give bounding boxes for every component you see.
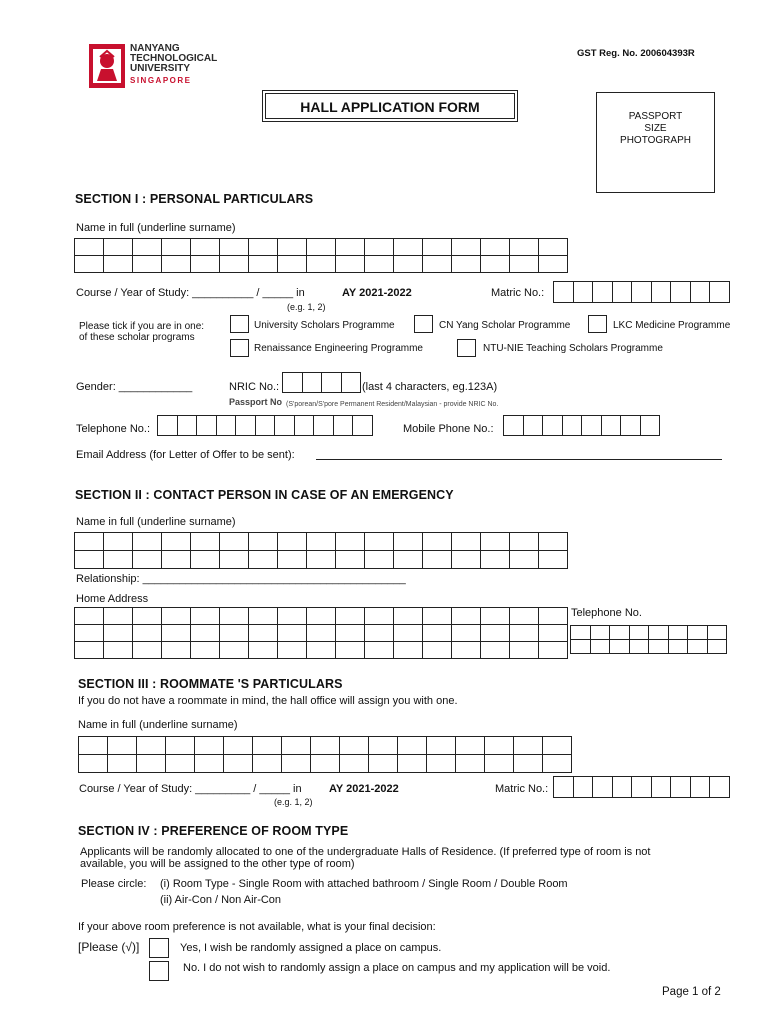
grid-cell[interactable]	[510, 256, 539, 273]
email-label: Email Address (for Letter of Offer to be sent):	[76, 449, 295, 461]
grid-cell[interactable]	[311, 755, 340, 773]
grid-cell[interactable]	[340, 737, 369, 755]
programme-cn-yang: CN Yang Scholar Programme	[439, 320, 571, 331]
section-1-name-label: Name in full (underline surname)	[76, 222, 236, 234]
grid-cell[interactable]	[275, 416, 295, 436]
grid-cell[interactable]	[423, 239, 452, 256]
grid-cell[interactable]	[353, 416, 373, 436]
grid-cell[interactable]	[398, 755, 427, 773]
grid-cell[interactable]	[510, 551, 539, 569]
grid-cell[interactable]	[710, 282, 730, 303]
section-3-name-grid[interactable]	[78, 736, 572, 773]
grid-cell[interactable]	[365, 551, 394, 569]
grid-cell[interactable]	[336, 642, 365, 659]
grid-cell[interactable]	[307, 625, 336, 642]
gst-reg-number: GST Reg. No. 200604393R	[577, 48, 695, 59]
grid-cell[interactable]	[612, 282, 632, 303]
passport-photo-box	[596, 92, 715, 193]
grid-cell[interactable]	[423, 642, 452, 659]
grid-cell[interactable]	[365, 239, 394, 256]
checkbox-renaissance[interactable]	[230, 339, 249, 357]
grid-cell[interactable]	[649, 626, 669, 640]
grid-cell[interactable]	[539, 239, 568, 256]
grid-cell[interactable]	[452, 256, 481, 273]
grid-cell[interactable]	[510, 239, 539, 256]
choice-no-label: No. I do not wish to randomly assign a place on campus and my application will be void.	[183, 962, 611, 974]
grid-cell[interactable]	[369, 755, 398, 773]
section-1-name-grid[interactable]	[74, 238, 568, 273]
grid-cell[interactable]	[640, 416, 660, 436]
grid-cell[interactable]	[336, 256, 365, 273]
grid-cell[interactable]	[108, 737, 137, 755]
grid-cell[interactable]	[133, 642, 162, 659]
grid-cell[interactable]	[481, 551, 510, 569]
grid-cell[interactable]	[481, 625, 510, 642]
grid-cell[interactable]	[307, 642, 336, 659]
checkbox-ntu-nie[interactable]	[457, 339, 476, 357]
grid-cell[interactable]	[539, 256, 568, 273]
grid-cell[interactable]	[456, 755, 485, 773]
nric-label: NRIC No.:	[229, 381, 280, 393]
grid-cell[interactable]	[651, 282, 671, 303]
grid-cell[interactable]	[75, 608, 104, 625]
grid-cell[interactable]	[485, 737, 514, 755]
grid-cell[interactable]	[282, 737, 311, 755]
grid-cell[interactable]	[668, 640, 688, 654]
grid-cell[interactable]	[593, 777, 613, 798]
grid-cell[interactable]	[249, 533, 278, 551]
grid-cell[interactable]	[104, 608, 133, 625]
grid-cell[interactable]	[336, 551, 365, 569]
grid-cell[interactable]	[481, 256, 510, 273]
grid-cell[interactable]	[582, 416, 602, 436]
section-2-telephone-grid[interactable]	[570, 625, 727, 654]
grid-cell[interactable]	[485, 755, 514, 773]
grid-cell[interactable]	[481, 533, 510, 551]
grid-cell[interactable]	[278, 625, 307, 642]
grid-cell[interactable]	[398, 737, 427, 755]
programme-renaissance: Renaissance Engineering Programme	[254, 343, 423, 354]
grid-cell[interactable]	[278, 551, 307, 569]
ntu-logo	[88, 43, 228, 89]
grid-cell[interactable]	[590, 626, 610, 640]
grid-cell[interactable]	[554, 282, 574, 303]
grid-cell[interactable]	[554, 777, 574, 798]
programme-lkc-medicine: LKC Medicine Programme	[613, 320, 731, 331]
grid-cell[interactable]	[510, 642, 539, 659]
grid-cell[interactable]	[278, 256, 307, 273]
section-1-matric-label: Matric No.:	[491, 287, 545, 299]
grid-cell[interactable]	[668, 626, 688, 640]
grid-cell[interactable]	[224, 755, 253, 773]
grid-cell[interactable]	[481, 642, 510, 659]
grid-cell[interactable]	[104, 239, 133, 256]
section-3-ay: AY 2021-2022	[329, 783, 399, 795]
grid-cell[interactable]	[307, 533, 336, 551]
grid-cell[interactable]	[333, 416, 353, 436]
grid-cell[interactable]	[571, 640, 591, 654]
grid-cell[interactable]	[255, 416, 275, 436]
grid-cell[interactable]	[294, 416, 314, 436]
grid-cell[interactable]	[191, 239, 220, 256]
grid-cell[interactable]	[394, 239, 423, 256]
please-circle-label: Please circle:	[81, 878, 147, 890]
grid-cell[interactable]	[191, 625, 220, 642]
grid-cell[interactable]	[191, 256, 220, 273]
grid-cell[interactable]	[283, 373, 303, 393]
grid-cell[interactable]	[104, 551, 133, 569]
grid-cell[interactable]	[341, 373, 361, 393]
grid-cell[interactable]	[423, 551, 452, 569]
passport-hint: (S'porean/S'pore Permanent Resident/Malaysian - provide NRIC No.	[286, 401, 499, 408]
grid-cell[interactable]	[162, 551, 191, 569]
please-tick-label: [Please (√)]	[78, 940, 140, 954]
mobile-grid[interactable]	[503, 415, 660, 436]
grid-cell[interactable]	[539, 551, 568, 569]
scholar-tick-label-1: Please tick if you are in one:	[79, 321, 205, 332]
grid-cell[interactable]	[539, 608, 568, 625]
grid-cell[interactable]	[336, 625, 365, 642]
telephone-grid[interactable]	[157, 415, 373, 436]
grid-cell[interactable]	[651, 777, 671, 798]
grid-cell[interactable]	[423, 256, 452, 273]
grid-cell[interactable]	[510, 625, 539, 642]
grid-cell[interactable]	[249, 239, 278, 256]
email-input-line[interactable]	[316, 459, 722, 460]
grid-cell[interactable]	[688, 640, 708, 654]
relationship-label: Relationship: ___________________________________________	[76, 573, 406, 585]
grid-cell[interactable]	[166, 737, 195, 755]
grid-cell[interactable]	[649, 640, 669, 654]
grid-cell[interactable]	[191, 551, 220, 569]
grid-cell[interactable]	[365, 256, 394, 273]
checkbox-university-scholars[interactable]	[230, 315, 249, 333]
grid-cell[interactable]	[191, 642, 220, 659]
grid-cell[interactable]	[162, 642, 191, 659]
grid-cell[interactable]	[133, 256, 162, 273]
grid-cell[interactable]	[452, 625, 481, 642]
grid-cell[interactable]	[75, 239, 104, 256]
grid-cell[interactable]	[562, 416, 582, 436]
grid-cell[interactable]	[133, 625, 162, 642]
grid-cell[interactable]	[216, 416, 236, 436]
grid-cell[interactable]	[137, 737, 166, 755]
grid-cell[interactable]	[278, 533, 307, 551]
grid-cell[interactable]	[282, 755, 311, 773]
section-4-desc-2: available, you will be assigned to the other type of room)	[80, 858, 355, 870]
grid-cell[interactable]	[307, 608, 336, 625]
form-title: HALL APPLICATION FORM	[300, 99, 480, 115]
grid-cell[interactable]	[137, 755, 166, 773]
grid-cell[interactable]	[75, 551, 104, 569]
grid-cell[interactable]	[629, 626, 649, 640]
grid-cell[interactable]	[253, 737, 282, 755]
section-3-name-label: Name in full (underline surname)	[78, 719, 238, 731]
grid-cell[interactable]	[452, 533, 481, 551]
grid-cell[interactable]	[690, 282, 710, 303]
grid-cell[interactable]	[195, 755, 224, 773]
grid-cell[interactable]	[707, 640, 727, 654]
logo-line-4: SINGAPORE	[130, 76, 192, 85]
grid-cell[interactable]	[610, 640, 630, 654]
section-3-matric-grid[interactable]	[553, 776, 730, 798]
grid-cell[interactable]	[278, 608, 307, 625]
grid-cell[interactable]	[177, 416, 197, 436]
grid-cell[interactable]	[456, 737, 485, 755]
grid-cell[interactable]	[166, 755, 195, 773]
grid-cell[interactable]	[423, 533, 452, 551]
home-address-grid[interactable]	[74, 607, 568, 659]
grid-cell[interactable]	[394, 608, 423, 625]
grid-cell[interactable]	[510, 608, 539, 625]
photo-line-3: PHOTOGRAPH	[620, 135, 691, 146]
room-option-1: (i) Room Type - Single Room with attached bathroom / Single Room / Double Room	[160, 878, 568, 890]
grid-cell[interactable]	[104, 256, 133, 273]
grid-cell[interactable]	[307, 239, 336, 256]
section-2-title: SECTION II : CONTACT PERSON IN CASE OF AN EMERGENCY	[75, 488, 454, 502]
section-1-eg: (e.g. 1, 2)	[287, 302, 326, 312]
programme-university-scholars: University Scholars Programme	[254, 320, 395, 331]
grid-cell[interactable]	[158, 416, 178, 436]
grid-cell[interactable]	[340, 755, 369, 773]
grid-cell[interactable]	[104, 625, 133, 642]
gender-label: Gender: ____________	[76, 381, 193, 393]
grid-cell[interactable]	[593, 282, 613, 303]
section-2-name-grid[interactable]	[74, 532, 568, 569]
grid-cell[interactable]	[394, 551, 423, 569]
grid-cell[interactable]	[79, 755, 108, 773]
section-1-matric-grid[interactable]	[553, 281, 730, 303]
grid-cell[interactable]	[195, 737, 224, 755]
grid-cell[interactable]	[621, 416, 641, 436]
grid-cell[interactable]	[573, 282, 593, 303]
grid-cell[interactable]	[590, 640, 610, 654]
grid-cell[interactable]	[133, 533, 162, 551]
grid-cell[interactable]	[133, 551, 162, 569]
grid-cell[interactable]	[191, 608, 220, 625]
telephone-label: Telephone No.:	[76, 423, 150, 435]
lion-crest-icon	[88, 43, 126, 89]
grid-cell[interactable]	[108, 755, 137, 773]
grid-cell[interactable]	[75, 256, 104, 273]
grid-cell[interactable]	[394, 533, 423, 551]
room-option-2: (ii) Air-Con / Non Air-Con	[160, 894, 282, 906]
grid-cell[interactable]	[104, 533, 133, 551]
grid-cell[interactable]	[75, 642, 104, 659]
grid-cell[interactable]	[302, 373, 322, 393]
section-3-note: If you do not have a roommate in mind, the hall office will assign you with one.	[78, 695, 458, 707]
photo-line-1: PASSPORT	[628, 111, 683, 122]
grid-cell[interactable]	[75, 533, 104, 551]
section-2-telephone-label: Telephone No.	[571, 607, 642, 619]
grid-cell[interactable]	[710, 777, 730, 798]
grid-cell[interactable]	[610, 626, 630, 640]
grid-cell[interactable]	[249, 608, 278, 625]
grid-cell[interactable]	[249, 551, 278, 569]
grid-cell[interactable]	[612, 777, 632, 798]
grid-cell[interactable]	[688, 626, 708, 640]
grid-cell[interactable]	[307, 256, 336, 273]
grid-cell[interactable]	[365, 608, 394, 625]
grid-cell[interactable]	[671, 777, 691, 798]
grid-cell[interactable]	[278, 642, 307, 659]
grid-cell[interactable]	[162, 625, 191, 642]
grid-cell[interactable]	[336, 608, 365, 625]
grid-cell[interactable]	[539, 533, 568, 551]
programme-ntu-nie: NTU-NIE Teaching Scholars Programme	[483, 343, 663, 354]
grid-cell[interactable]	[220, 533, 249, 551]
grid-cell[interactable]	[573, 777, 593, 798]
grid-cell[interactable]	[249, 625, 278, 642]
choice-yes-label: Yes, I wish be randomly assigned a place on campus.	[180, 942, 442, 954]
grid-cell[interactable]	[162, 239, 191, 256]
section-3-title: SECTION III : ROOMMATE 'S PARTICULARS	[78, 677, 343, 691]
grid-cell[interactable]	[249, 642, 278, 659]
grid-cell[interactable]	[79, 737, 108, 755]
page-number: Page 1 of 2	[662, 986, 721, 998]
grid-cell[interactable]	[629, 640, 649, 654]
grid-cell[interactable]	[452, 239, 481, 256]
grid-cell[interactable]	[394, 625, 423, 642]
grid-cell[interactable]	[322, 373, 342, 393]
grid-cell[interactable]	[197, 416, 217, 436]
checkbox-lkc-medicine[interactable]	[588, 315, 607, 333]
grid-cell[interactable]	[394, 256, 423, 273]
grid-cell[interactable]	[220, 256, 249, 273]
grid-cell[interactable]	[539, 625, 568, 642]
section-3-eg: (e.g. 1, 2)	[274, 797, 313, 807]
grid-cell[interactable]	[707, 626, 727, 640]
grid-cell[interactable]	[220, 551, 249, 569]
grid-cell[interactable]	[278, 239, 307, 256]
grid-cell[interactable]	[162, 533, 191, 551]
grid-cell[interactable]	[510, 533, 539, 551]
grid-cell[interactable]	[314, 416, 334, 436]
grid-cell[interactable]	[632, 282, 652, 303]
grid-cell[interactable]	[220, 642, 249, 659]
grid-cell[interactable]	[133, 239, 162, 256]
grid-cell[interactable]	[423, 625, 452, 642]
checkbox-cn-yang[interactable]	[414, 315, 433, 333]
grid-cell[interactable]	[220, 239, 249, 256]
grid-cell[interactable]	[191, 533, 220, 551]
grid-cell[interactable]	[307, 551, 336, 569]
grid-cell[interactable]	[394, 642, 423, 659]
grid-cell[interactable]	[365, 625, 394, 642]
grid-cell[interactable]	[452, 551, 481, 569]
section-4-desc-1: Applicants will be randomly allocated to one of the undergraduate Halls of Residence. (If preferred type of room is not	[80, 846, 651, 858]
grid-cell[interactable]	[671, 282, 691, 303]
nric-grid[interactable]	[282, 372, 361, 393]
grid-cell[interactable]	[481, 608, 510, 625]
grid-cell[interactable]	[427, 737, 456, 755]
grid-cell[interactable]	[543, 416, 563, 436]
grid-cell[interactable]	[369, 737, 398, 755]
grid-cell[interactable]	[336, 533, 365, 551]
section-1-ay: AY 2021-2022	[342, 287, 412, 299]
grid-cell[interactable]	[253, 755, 282, 773]
section-3-matric-label: Matric No.:	[495, 783, 549, 795]
grid-cell[interactable]	[220, 625, 249, 642]
checkbox-random-yes[interactable]	[149, 938, 169, 958]
logo-line-3: UNIVERSITY	[130, 63, 191, 74]
grid-cell[interactable]	[504, 416, 524, 436]
grid-cell[interactable]	[452, 608, 481, 625]
grid-cell[interactable]	[514, 737, 543, 755]
logo-line-1: NANYANG	[130, 43, 180, 54]
final-decision-question: If your above room preference is not available, what is your final decision:	[78, 921, 436, 933]
checkbox-random-no[interactable]	[149, 961, 169, 981]
grid-cell[interactable]	[543, 737, 572, 755]
grid-cell[interactable]	[514, 755, 543, 773]
section-3-course-label: Course / Year of Study: _________ / _____ in	[79, 783, 302, 795]
section-4-title: SECTION IV : PREFERENCE OF ROOM TYPE	[78, 824, 349, 838]
grid-cell[interactable]	[311, 737, 340, 755]
grid-cell[interactable]	[75, 625, 104, 642]
grid-cell[interactable]	[690, 777, 710, 798]
grid-cell[interactable]	[571, 626, 591, 640]
passport-label: Passport No	[229, 397, 283, 407]
nric-hint: (last 4 characters, eg.123A)	[362, 381, 498, 393]
section-2-name-label: Name in full (underline surname)	[76, 516, 236, 528]
grid-cell[interactable]	[543, 755, 572, 773]
grid-cell[interactable]	[162, 608, 191, 625]
grid-cell[interactable]	[220, 608, 249, 625]
section-1-course-label: Course / Year of Study: __________ / _____ in	[76, 287, 305, 299]
grid-cell[interactable]	[104, 642, 133, 659]
grid-cell[interactable]	[632, 777, 652, 798]
home-address-label: Home Address	[76, 593, 149, 605]
grid-cell[interactable]	[236, 416, 256, 436]
mobile-label: Mobile Phone No.:	[403, 423, 494, 435]
grid-cell[interactable]	[249, 256, 278, 273]
logo-line-2: TECHNOLOGICAL	[130, 53, 218, 64]
grid-cell[interactable]	[336, 239, 365, 256]
grid-cell[interactable]	[365, 533, 394, 551]
grid-cell[interactable]	[162, 256, 191, 273]
grid-cell[interactable]	[423, 608, 452, 625]
grid-cell[interactable]	[481, 239, 510, 256]
grid-cell[interactable]	[133, 608, 162, 625]
section-1-title: SECTION I : PERSONAL PARTICULARS	[75, 192, 314, 206]
photo-line-2: SIZE	[644, 123, 667, 134]
grid-cell[interactable]	[427, 755, 456, 773]
grid-cell[interactable]	[452, 642, 481, 659]
grid-cell[interactable]	[601, 416, 621, 436]
form-title-box	[262, 90, 518, 122]
scholar-tick-label-2: of these scholar programs	[79, 332, 195, 343]
grid-cell[interactable]	[539, 642, 568, 659]
grid-cell[interactable]	[224, 737, 253, 755]
grid-cell[interactable]	[523, 416, 543, 436]
grid-cell[interactable]	[365, 642, 394, 659]
